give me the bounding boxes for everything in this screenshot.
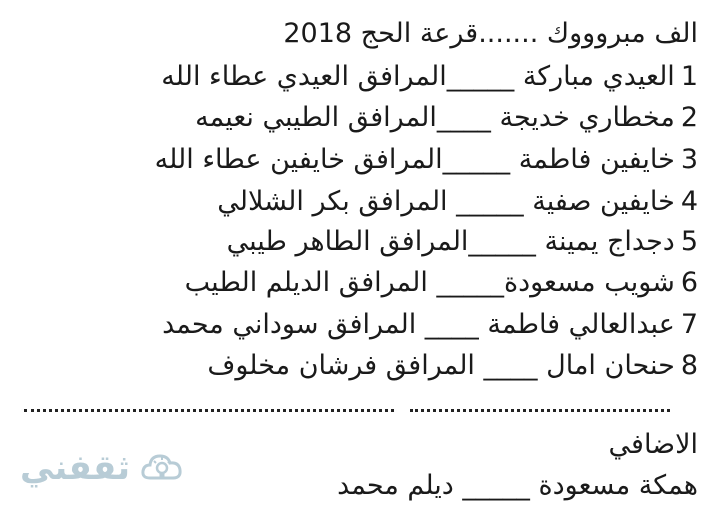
list-item [217, 182, 698, 222]
list-item [162, 305, 698, 345]
list-item [161, 57, 698, 97]
item-text: شويب مسعودة_____ المرافق الديلم الطيب [184, 267, 675, 298]
item-number: 5 [680, 226, 698, 257]
watermark-text: ثقفني [20, 448, 130, 488]
item-number: 3 [680, 144, 698, 175]
item-number: 6 [680, 267, 698, 298]
item-number: 4 [680, 186, 698, 217]
watermark-logo [10, 444, 200, 492]
list-item [195, 98, 698, 138]
item-text: مخطاري خديجة ____المرافق الطيبي نعيمه [195, 102, 675, 133]
list-item [207, 346, 698, 386]
extra-line: همكة مسعودة _____ ديلم محمد [337, 470, 698, 501]
list-item [185, 263, 698, 303]
item-number: 1 [680, 61, 698, 92]
item-number: 2 [680, 102, 698, 133]
extra-heading: الاضافي [608, 429, 698, 460]
document-title: الف مبروووك .......قرعة الحج 2018 [283, 18, 698, 49]
item-text: عبدالعالي فاطمة ____ المرافق سوداني محمد [162, 309, 675, 340]
list-item [155, 140, 698, 180]
item-number: 8 [680, 350, 698, 381]
item-number: 7 [680, 309, 698, 340]
item-text: دجداج يمينة _____المرافق الطاهر طيبي [226, 226, 675, 257]
item-text: حنحان امال ____ المرافق فرشان مخلوف [207, 350, 675, 381]
list-item [227, 222, 698, 262]
lightbulb-cloud-icon [140, 448, 184, 488]
dotted-line-right [410, 409, 670, 412]
item-text: خايفين صفية _____ المرافق بكر الشلالي [217, 186, 675, 217]
item-text: خايفين فاطمة _____المرافق خايفين عطاء الله [154, 144, 675, 175]
item-text: العيدي مباركة _____المرافق العيدي عطاء الله [161, 61, 675, 92]
dotted-separator [24, 400, 670, 420]
dotted-line-left [24, 409, 394, 412]
